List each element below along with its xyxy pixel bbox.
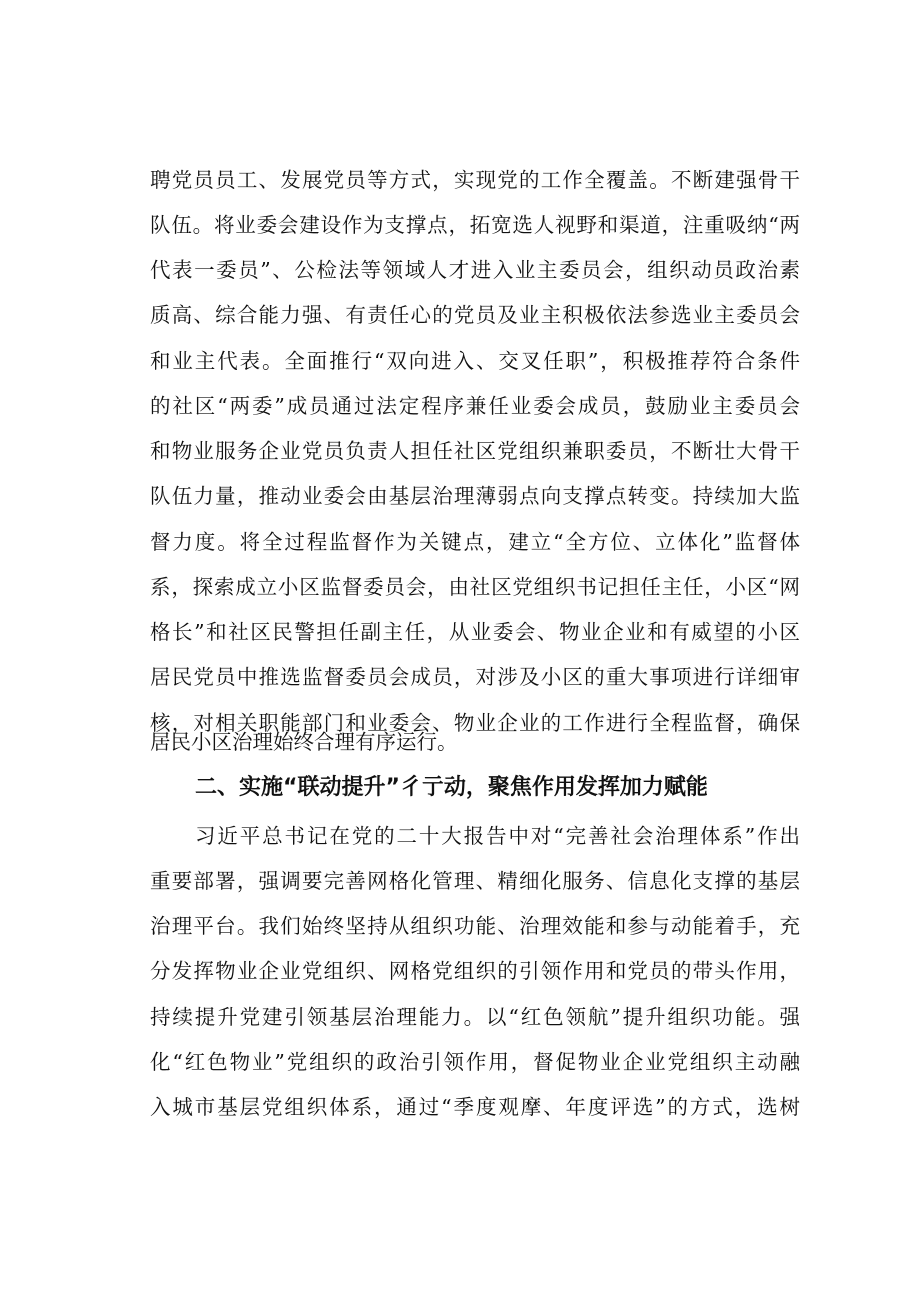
body-line: 队伍。将业委会建设作为支撑点，拓宽选人视野和渠道，注重吸纳“两 — [150, 213, 800, 237]
body-line: 格长”和社区民警担任副主任，从业委会、物业企业和有威望的小区 — [150, 620, 800, 644]
body-line: 质高、综合能力强、有责任心的党员及业主积极依法参选业主委员会 — [150, 303, 800, 327]
body-line: 聘党员员工、发展党员等方式，实现党的工作全覆盖。不断建强骨干 — [150, 168, 800, 192]
body-line-last: 居民小区治理始终合理有序运行。 — [150, 730, 458, 754]
body-line: 居民党员中推选监督委员会成员，对涉及小区的重大事项进行详细审 — [150, 665, 800, 689]
body-line: 代表一委员”、公检法等领域人才进入业主委员会，组织动员政治素 — [150, 258, 800, 282]
body-line-indented: 习近平总书记在党的二十大报告中对“完善社会治理体系”作出 — [195, 824, 800, 848]
body-line: 持续提升党建引领基层治理能力。以“红色领航”提升组织功能。强 — [150, 1005, 800, 1029]
body-line: 重要部署，强调要完善网格化管理、精细化服务、信息化支撑的基层 — [150, 869, 800, 893]
body-line: 核，对相关职能部门和业委会、物业企业的工作进行全程监督，确保 — [150, 711, 800, 735]
body-line: 督力度。将全过程监督作为关键点，建立“全方位、立体化”监督体 — [150, 530, 800, 554]
body-line: 化“红色物业”党组织的政治引领作用，督促物业企业党组织主动融 — [150, 1050, 800, 1074]
body-line: 和业主代表。全面推行“双向进入、交叉任职”，积极推荐符合条件 — [150, 349, 800, 373]
body-line: 队伍力量，推动业委会由基层治理薄弱点向支撑点转变。持续加大监 — [150, 484, 800, 508]
body-line: 分发挥物业企业党组织、网格党组织的引领作用和党员的带头作用， — [150, 959, 800, 983]
body-line: 入城市基层党组织体系，通过“季度观摩、年度评选”的方式，选树 — [150, 1095, 800, 1119]
body-line: 和物业服务企业党员负责人担任社区党组织兼职委员，不断壮大骨干 — [150, 439, 800, 463]
body-line: 治理平台。我们始终坚持从组织功能、治理效能和参与动能着手，充 — [150, 914, 800, 938]
body-line: 系，探索成立小区监督委员会，由社区党组织书记担任主任，小区“网 — [150, 575, 800, 599]
section-heading: 二、实施“联动提升”彳亍动，聚焦作用发挥加力赋能 — [195, 775, 708, 800]
body-line: 的社区“两委”成员通过法定程序兼任业委会成员，鼓励业主委员会 — [150, 394, 800, 418]
